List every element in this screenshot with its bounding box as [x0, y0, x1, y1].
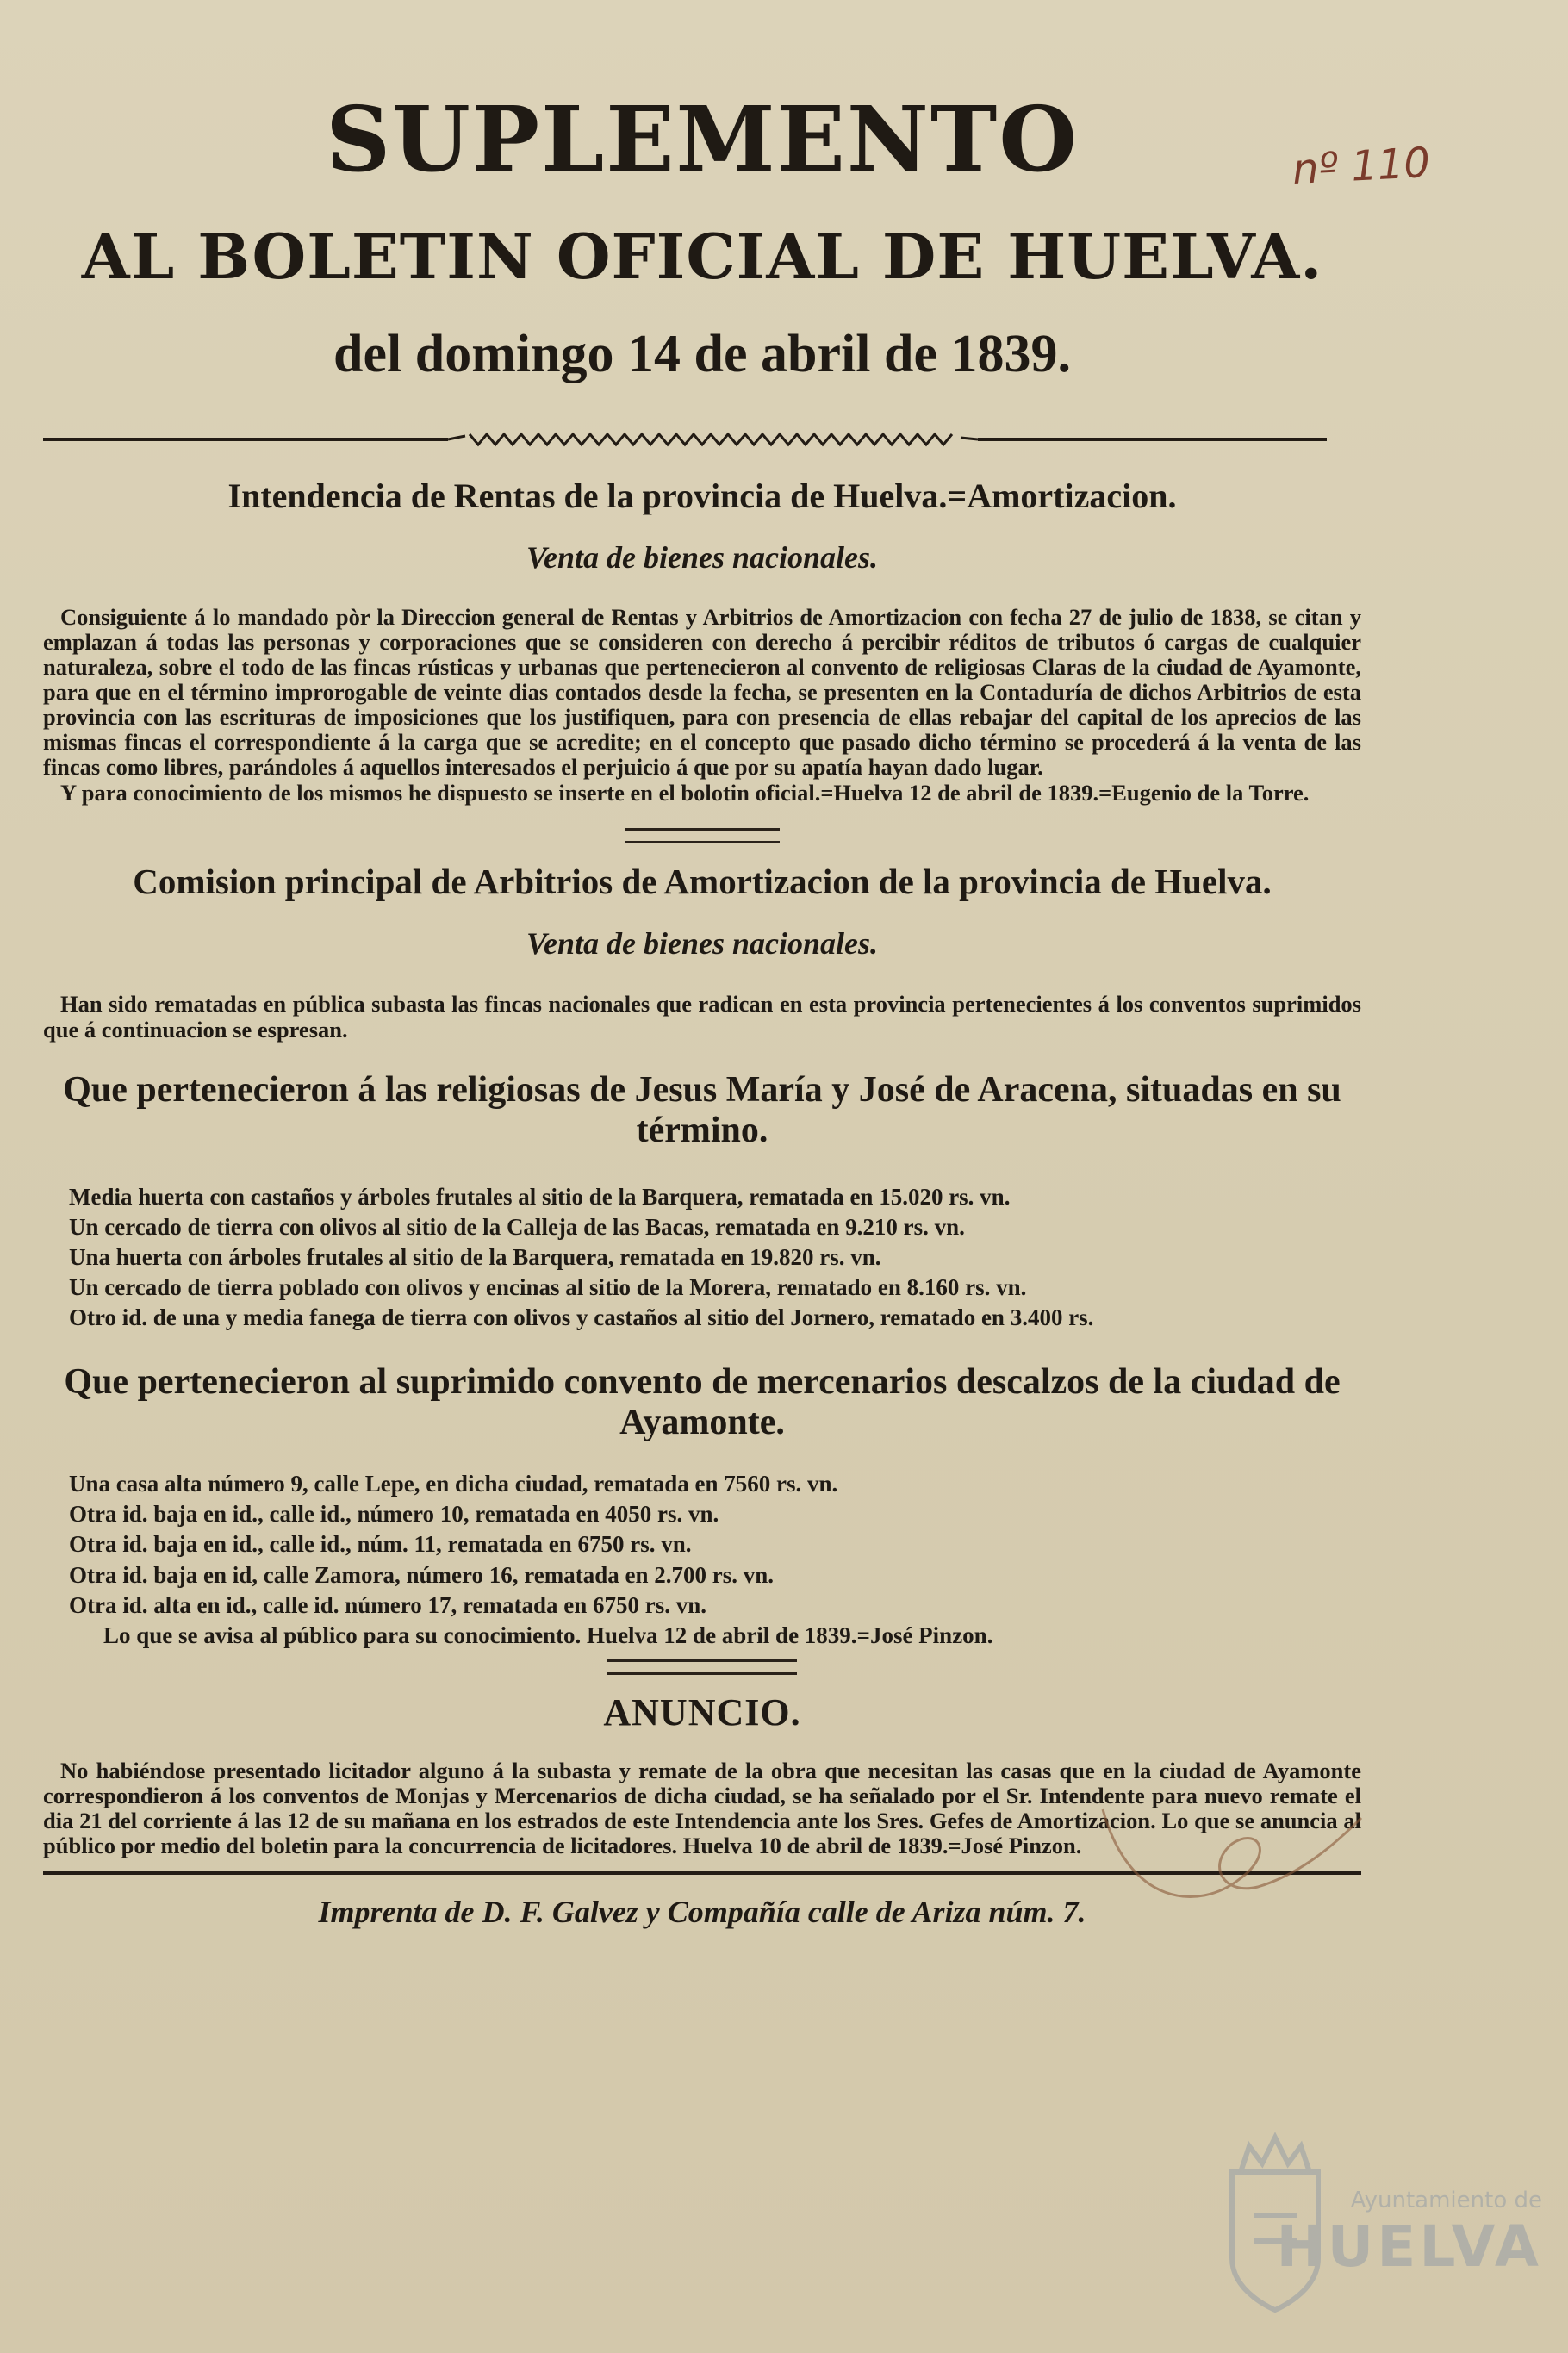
anuncio-title: ANUNCIO. [603, 1690, 801, 1734]
imprint-line: Imprenta de D. F. Galvez y Compañía calle de Ariza núm. 7. [318, 1895, 1086, 1930]
handwritten-note: nº 110 [1291, 138, 1432, 195]
list-item: Otra id. baja en id, calle Zamora, número 16, rematada en 2.700 rs. vn. [69, 1561, 774, 1588]
group1-heading: Que pertenecieron á las religiosas de Jesus María y José de Aracena, situadas en su término. [63, 1069, 1341, 1150]
list-item: Un cercado de tierra poblado con olivos y encinas al sitio de la Morera, rematado en 8.160 rs. vn. [69, 1274, 1027, 1301]
section-heading-intendencia: Intendencia de Rentas de la provincia de Huelva.=Amortizacion. [227, 476, 1177, 515]
list-item: Otro id. de una y media fanega de tierra con olivos y castaños al sitio del Jornero, rematado en 3.400 rs. [69, 1304, 1094, 1331]
section2-subheading: Venta de bienes nacionales. [526, 925, 878, 961]
section-subheading-venta: Venta de bienes nacionales. [526, 540, 878, 575]
document-title: SUPLEMENTO [326, 86, 1079, 192]
list-item-closing: Lo que se avisa al público para su conocimiento. Huelva 12 de abril de 1839.=José Pinzon. [103, 1622, 993, 1648]
crest-icon [1215, 2120, 1335, 2319]
list-item: Otra id. baja en id., calle id., núm. 11, rematada en 6750 rs. vn. [69, 1531, 692, 1558]
list-item: Media huerta con castaños y árboles frutales al sitio de la Barquera, rematada en 15.020 rs. vn. [69, 1183, 1011, 1210]
paragraph-citation: Consiguiente á lo mandado pòr la Direccion general de Rentas y Arbitrios de Amortizacion con fecha 27 de julio de 1838, se citan y emplazan á todas las personas y corporaciones que se consideren con derecho á percibir réditos de tributos ó cargas de cualquier naturaleza, sobre el todo de las fincas rústicas y urbanas que pertenecieron al convento de religiosas Claras de la ciudad de Ayamonte, para que en el término improrogable de veinte dias contados desde la fecha, se presenten en la Contaduría de dichos Arbitrios de esta provincia con las escrituras de imposiciones que los justifiquen, para con presencia de ellas rebajar del capital de los aprecios de las mismas fincas el correspondiente á la carga que se acredite; en el concepto que pasado dicho término se procederá á la venta de las fincas como libres, parándoles á aquellos interesados el perjuicio á que por su apatía hayan dado lugar. [43, 603, 1361, 781]
list-item: Un cercado de tierra con olivos al sitio de la Calleja de las Bacas, rematada en 9.210 rs. vn. [69, 1213, 965, 1240]
paragraph-signature: Y para conocimiento de los mismos he dispuesto se inserte en el bolotin oficial.=Huelva 12 de abril de 1839.=Eugenio de la Torre. [60, 779, 1310, 806]
watermark-logo [1215, 2120, 1542, 2319]
group1-list [69, 1182, 1361, 1333]
list-item: Otra id. alta en id., calle id. número 17, rematada en 6750 rs. vn. [69, 1591, 706, 1618]
document-date: del domingo 14 de abril de 1839. [333, 325, 1071, 383]
anuncio-text: No habiéndose presentado licitador alguno á la subasta y remate de la obra que necesitan las casas que en la ciudad de Ayamonte correspondieron á los conventos de Monjas y Mercenarios de dicha ciudad, se ha señalado por el Sr. Intendente para nuevo remate el dia 21 del corriente á las 12 de su mañana en los estrados de este Intendencia ante los Sres. Gefes de Amortizacion. Lo que se anuncia al público por medio del boletin para la concurrencia de licitadores. Huelva 10 de abril de 1839.=José Pinzon. [43, 1757, 1361, 1859]
list-item: Una huerta con árboles frutales al sitio de la Barquera, rematada en 19.820 rs. vn. [69, 1243, 881, 1270]
list-item: Una casa alta número 9, calle Lepe, en dicha ciudad, rematada en 7560 rs. vn. [69, 1471, 838, 1497]
group2-list [69, 1469, 1361, 1651]
list-item: Otra id. baja en id., calle id., número 10, rematada en 4050 rs. vn. [69, 1501, 719, 1528]
decorative-rule [43, 431, 1361, 448]
section1-body [43, 605, 1361, 806]
double-rule-divider-2 [607, 1659, 797, 1675]
section-heading-comision: Comision principal de Arbitrios de Amortizacion de la provincia de Huelva. [133, 861, 1272, 901]
watermark-main-text: HUELVA [1276, 2213, 1542, 2280]
group2-heading: Que pertenecieron al suprimido convento de mercenarios descalzos de la ciudad de Ayamonte. [64, 1362, 1341, 1443]
signature-flourish [1094, 1792, 1370, 1921]
document-subtitle: AL BOLETIN OFICIAL DE HUELVA. [81, 220, 1323, 293]
watermark-top-text: Ayuntamiento de [1350, 2188, 1542, 2213]
double-rule-divider [625, 828, 780, 843]
document-content [43, 86, 1361, 1930]
paragraph-intro: Han sido rematadas en pública subasta las fincas nacionales que radican en esta provincia pertenecientes á los conventos suprimidos que á continuacion se espresan. [43, 991, 1361, 1043]
